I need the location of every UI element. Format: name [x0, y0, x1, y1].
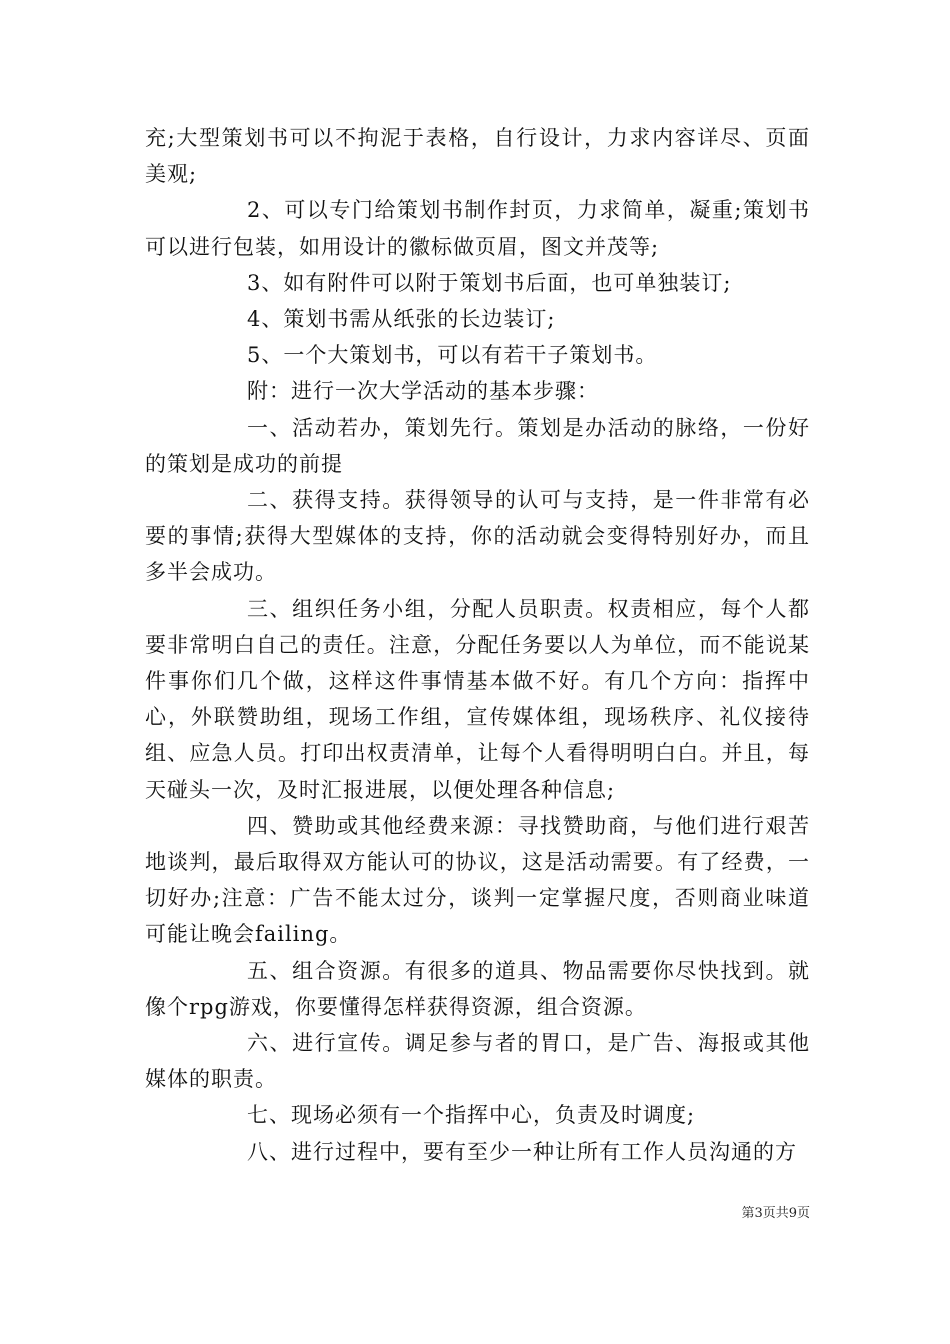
- paragraph-step-4: 四、赞助或其他经费来源：寻找赞助商，与他们进行艰苦地谈判，最后取得双方能认可的协议，这是活动需要。有了经费，一切好办;注意：广告不能太过分，谈判一定掌握尺度，否则商业味道可能让晚会failing。: [145, 813, 810, 947]
- paragraph-item-2: 2、可以专门给策划书制作封页，力求简单，凝重;策划书可以进行包装，如用设计的徽标做页眉，图文并茂等;: [145, 198, 810, 259]
- paragraph-item-3: 3、如有附件可以附于策划书后面，也可单独装订;: [247, 270, 732, 295]
- paragraph-step-2: 二、获得支持。获得领导的认可与支持，是一件非常有必要的事情;获得大型媒体的支持，你的活动就会变得特别好办，而且多半会成功。: [145, 488, 810, 585]
- page-number-footer: 第3页共9页: [741, 1206, 810, 1221]
- paragraph-step-5: 五、组合资源。有很多的道具、物品需要你尽快找到。就像个rpg游戏，你要懂得怎样获得资源，组合资源。: [145, 958, 810, 1019]
- paragraph-item-4: 4、策划书需从纸张的长边装订;: [247, 307, 556, 332]
- paragraph-item-5: 5、一个大策划书，可以有若干子策划书。: [247, 343, 658, 368]
- paragraph-step-3: 三、组织任务小组，分配人员职责。权责相应，每个人都要非常明白自己的责任。注意，分配任务要以人为单位，而不能说某件事你们几个做，这样这件事情基本做不好。有几个方向：指挥中心，外联赞助组，现场工作组，宣传媒体组，现场秩序、礼仪接待组、应急人员。打印出权责清单，让每个人看得明明白白。并且，每天碰头一次，及时汇报进展，以便处理各种信息;: [145, 596, 810, 802]
- paragraph-step-8: 八、进行过程中，要有至少一种让所有工作人员沟通的方: [247, 1139, 797, 1164]
- paragraph-appendix-heading: 附：进行一次大学活动的基本步骤：: [247, 379, 599, 404]
- document-body: [145, 120, 810, 1170]
- paragraph-step-7: 七、现场必须有一个指挥中心，负责及时调度;: [247, 1103, 696, 1128]
- paragraph-step-6: 六、进行宣传。调足参与者的胃口，是广告、海报或其他媒体的职责。: [145, 1031, 810, 1092]
- paragraph-continuation: 充;大型策划书可以不拘泥于表格，自行设计，力求内容详尽、页面美观;: [145, 126, 810, 187]
- paragraph-step-1: 一、活动若办，策划先行。策划是办活动的脉络，一份好的策划是成功的前提: [145, 415, 810, 476]
